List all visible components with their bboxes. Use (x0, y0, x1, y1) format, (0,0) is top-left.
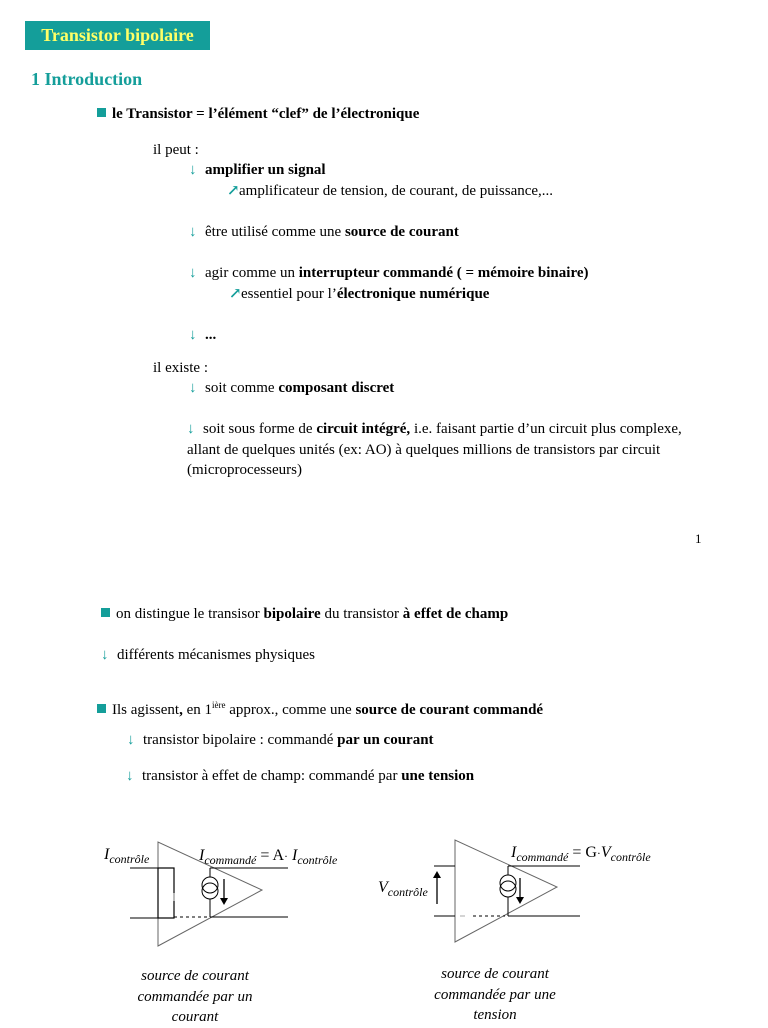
page-title: Transistor bipolaire (25, 21, 210, 50)
arrow-down-icon: ↓ (189, 162, 197, 178)
bullet-transistor: le Transistor = l’élément “clef” de l’électronique (97, 105, 419, 123)
arrow-item: ↓ transistor bipolaire : commandé par un courant (127, 732, 434, 748)
diagram-voltage-controlled-source (420, 830, 620, 950)
list-item-circuit-integre: ↓ soit sous forme de circuit intégré, i.e. faisant partie d’un circuit plus complexe, allant de quelques unités (ex: AO) à quelques millions de transistors par circuit (microprocesseurs) (187, 421, 682, 478)
square-bullet-icon (101, 608, 110, 617)
arrow-down-icon: ↓ (189, 224, 197, 240)
arrow-item: ↓ différents mécanismes physiques (101, 647, 316, 663)
arrow-down-icon: ↓ (127, 732, 135, 748)
arrow-down-icon: ↓ (101, 647, 109, 663)
square-bullet-icon (97, 108, 106, 117)
arrow-down-icon: ↓ (189, 327, 197, 343)
bullet-source-courant: Ils agissent, en $1^{ière}$ approx., comme une source de courant commandé (97, 696, 543, 719)
bullet-distinction: on distingue le transisor bipolaire du transistor à effet de champ (101, 605, 508, 623)
arrow-down-icon: ↓ (189, 265, 197, 281)
arrow-down-icon: ↓ (126, 768, 134, 784)
il-existe-label: il existe : (153, 360, 208, 376)
arrow-down-icon: ↓ (189, 380, 197, 396)
arrow-item: ↓ transistor à effet de champ: commandé par une tension (126, 768, 475, 784)
arrow-northeast-icon: ↗ (227, 183, 240, 199)
list-subitem: ↗essentiel pour l’électronique numérique (229, 286, 490, 302)
arrow-northeast-icon: ↗ (229, 286, 242, 302)
list-item: ↓ soit comme composant discret (189, 380, 395, 396)
formula-voltage-controlled: $I_{commandé} = G\cdot V_{contrôle}$ (511, 844, 651, 865)
caption-right: source de courant commandée par une tension (434, 966, 556, 1023)
input-loop (158, 868, 174, 918)
page-number: 1 (695, 531, 702, 546)
il-peut-label: il peut : (153, 142, 199, 158)
section-heading: 1 Introduction (31, 69, 143, 89)
list-item: ↓ amplifier un signal (189, 162, 326, 178)
diagram-current-controlled-source (100, 835, 400, 965)
list-item: ↓ ... (189, 327, 217, 343)
formula-current-controlled: $I_{commandé} = A\cdot I_{contrôle}$ (199, 847, 338, 868)
label-v-controle: $V_{contrôle}$ (378, 879, 428, 900)
arrow-down-icon: ↓ (187, 421, 195, 437)
caption-left: source de courant commandée par un courant (137, 968, 253, 1025)
square-bullet-icon (97, 704, 106, 713)
label-i-controle: $I_{contrôle}$ (104, 846, 150, 867)
list-subitem: ↗amplificateur de tension, de courant, de puissance,... (227, 183, 554, 199)
list-item: ↓ être utilisé comme une source de courant (189, 224, 459, 240)
list-item: ↓ agir comme un interrupteur commandé ( = mémoire binaire) (189, 265, 589, 281)
